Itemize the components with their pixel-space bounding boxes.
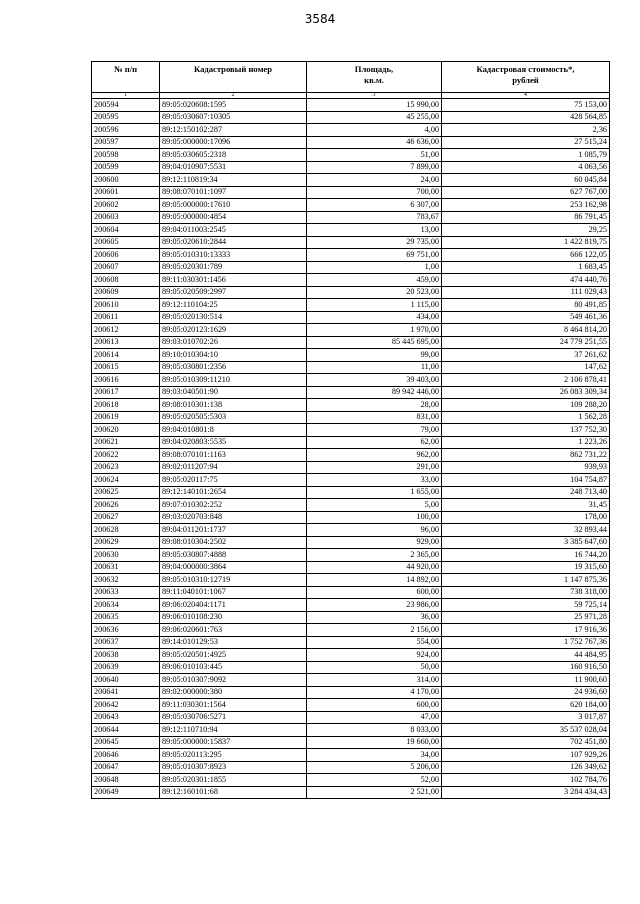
- cadastral-value-cell: 137 752,30: [442, 424, 610, 437]
- cadastral-number-cell: 89:03:020703:848: [160, 511, 307, 524]
- cadastral-number-cell: 89:05:020505:5303: [160, 411, 307, 424]
- cadastral-table: [91, 61, 610, 799]
- cadastral-number-cell: 89:05:020509:2997: [160, 286, 307, 299]
- table-row: [92, 436, 610, 449]
- area-cell: 314,00: [307, 674, 442, 687]
- cadastral-value-cell: 111 029,43: [442, 286, 610, 299]
- cadastral-value-cell: 4 063,56: [442, 161, 610, 174]
- row-number-cell: 200626: [92, 499, 160, 512]
- row-number-cell: 200616: [92, 374, 160, 387]
- area-cell: 24,00: [307, 174, 442, 187]
- table-row: [92, 186, 610, 199]
- cadastral-number-cell: 89:05:030706:5271: [160, 711, 307, 724]
- table-row: [92, 486, 610, 499]
- table-row: [92, 236, 610, 249]
- cadastral-number-cell: 89:05:020301:789: [160, 261, 307, 274]
- area-cell: 69 751,00: [307, 249, 442, 262]
- table-row: [92, 474, 610, 487]
- row-number-cell: 200603: [92, 211, 160, 224]
- area-cell: 6 307,00: [307, 199, 442, 212]
- cadastral-number-cell: 89:05:020113:295: [160, 749, 307, 762]
- cadastral-number-cell: 89:04:010907:5531: [160, 161, 307, 174]
- area-cell: 39 403,00: [307, 374, 442, 387]
- row-number-cell: 200597: [92, 136, 160, 149]
- table-row: [92, 399, 610, 412]
- cadastral-number-cell: 89:04:011201:1737: [160, 524, 307, 537]
- cadastral-value-cell: 620 184,00: [442, 699, 610, 712]
- cadastral-value-cell: 104 754,87: [442, 474, 610, 487]
- row-number-cell: 200634: [92, 599, 160, 612]
- table-row: [92, 736, 610, 749]
- row-number-cell: 200618: [92, 399, 160, 412]
- cadastral-value-cell: 738 318,00: [442, 586, 610, 599]
- area-cell: 20 523,00: [307, 286, 442, 299]
- column-number: 1: [92, 93, 160, 99]
- cadastral-value-cell: 253 162,98: [442, 199, 610, 212]
- table-row: [92, 686, 610, 699]
- area-cell: 1,00: [307, 261, 442, 274]
- cadastral-value-cell: 3 017,87: [442, 711, 610, 724]
- area-cell: 554,00: [307, 636, 442, 649]
- row-number-cell: 200605: [92, 236, 160, 249]
- table-row: [92, 524, 610, 537]
- area-cell: 89 942 446,00: [307, 386, 442, 399]
- area-cell: 1 115,00: [307, 299, 442, 312]
- table-row: [92, 724, 610, 737]
- cadastral-number-cell: 89:06:020601:763: [160, 624, 307, 637]
- table-row: [92, 461, 610, 474]
- cadastral-value-cell: 59 725,14: [442, 599, 610, 612]
- area-cell: 5,00: [307, 499, 442, 512]
- cadastral-value-cell: 8 464 814,20: [442, 324, 610, 337]
- cadastral-value-cell: 109 288,20: [442, 399, 610, 412]
- cadastral-number-cell: 89:11:030301:1456: [160, 274, 307, 287]
- table-body: [92, 99, 610, 799]
- cadastral-value-cell: 35 537 028,04: [442, 724, 610, 737]
- cadastral-number-cell: 89:08:010304:2502: [160, 536, 307, 549]
- cadastral-number-cell: 89:05:010310:12719: [160, 574, 307, 587]
- cadastral-number-cell: 89:04:011003:2545: [160, 224, 307, 237]
- cadastral-number-cell: 89:14:010129:53: [160, 636, 307, 649]
- area-cell: 50,00: [307, 661, 442, 674]
- area-cell: 62,00: [307, 436, 442, 449]
- area-cell: 33,00: [307, 474, 442, 487]
- cadastral-number-cell: 89:11:030301:1564: [160, 699, 307, 712]
- cadastral-value-cell: 1 422 819,75: [442, 236, 610, 249]
- cadastral-value-cell: 32 893,44: [442, 524, 610, 537]
- area-cell: 783,67: [307, 211, 442, 224]
- area-cell: 45 255,00: [307, 111, 442, 124]
- cadastral-value-cell: 428 564,85: [442, 111, 610, 124]
- table-row: [92, 174, 610, 187]
- area-cell: 52,00: [307, 774, 442, 787]
- table-row: [92, 511, 610, 524]
- cadastral-number-cell: 89:05:010309:11210: [160, 374, 307, 387]
- cadastral-number-cell: 89:05:030801:2356: [160, 361, 307, 374]
- cadastral-value-cell: 160 916,50: [442, 661, 610, 674]
- table-row: [92, 711, 610, 724]
- cadastral-number-cell: 89:04:000000:3864: [160, 561, 307, 574]
- cadastral-number-cell: 89:08:010301:138: [160, 399, 307, 412]
- cadastral-value-cell: 666 122,05: [442, 249, 610, 262]
- row-number-cell: 200639: [92, 661, 160, 674]
- cadastral-number-cell: 89:05:020610:2844: [160, 236, 307, 249]
- page-number: 3584: [304, 12, 336, 26]
- cadastral-value-cell: 80 491,85: [442, 299, 610, 312]
- table-row: [92, 361, 610, 374]
- table-row: [92, 286, 610, 299]
- cadastral-number-cell: 89:05:020501:4925: [160, 649, 307, 662]
- area-cell: 14 892,00: [307, 574, 442, 587]
- cadastral-value-cell: 1 683,45: [442, 261, 610, 274]
- cadastral-value-cell: 147,62: [442, 361, 610, 374]
- cadastral-value-cell: 126 349,62: [442, 761, 610, 774]
- table-row: [92, 636, 610, 649]
- cadastral-number-cell: 89:05:010307:9092: [160, 674, 307, 687]
- area-cell: 2 365,00: [307, 549, 442, 562]
- cadastral-value-cell: 1 223,26: [442, 436, 610, 449]
- cadastral-number-cell: 89:12:110819:34: [160, 174, 307, 187]
- table-row: [92, 424, 610, 437]
- table-row: [92, 699, 610, 712]
- cadastral-number-cell: 89:12:110710:94: [160, 724, 307, 737]
- cadastral-value-cell: 17 916,36: [442, 624, 610, 637]
- area-cell: 47,00: [307, 711, 442, 724]
- table-row: [92, 349, 610, 362]
- column-number: 4: [442, 93, 610, 99]
- table-row: [92, 311, 610, 324]
- table-row: [92, 136, 610, 149]
- table-row: [92, 149, 610, 162]
- table-row: [92, 749, 610, 762]
- cadastral-number-cell: 89:12:150102:287: [160, 124, 307, 137]
- table-row: [92, 249, 610, 262]
- cadastral-number-cell: 89:05:020301:1855: [160, 774, 307, 787]
- cadastral-value-cell: 24 936,60: [442, 686, 610, 699]
- table-row: [92, 224, 610, 237]
- cadastral-value-cell: 1 562,28: [442, 411, 610, 424]
- row-number-cell: 200624: [92, 474, 160, 487]
- cadastral-value-cell: 1 147 875,36: [442, 574, 610, 587]
- area-cell: 11,00: [307, 361, 442, 374]
- row-number-cell: 200612: [92, 324, 160, 337]
- cadastral-number-cell: 89:07:010302:252: [160, 499, 307, 512]
- area-cell: 85 445 695,00: [307, 336, 442, 349]
- row-number-cell: 200607: [92, 261, 160, 274]
- cadastral-value-cell: 102 784,76: [442, 774, 610, 787]
- area-cell: 600,00: [307, 586, 442, 599]
- cadastral-number-cell: 89:05:020117:75: [160, 474, 307, 487]
- area-cell: 924,00: [307, 649, 442, 662]
- cadastral-value-cell: 27 515,24: [442, 136, 610, 149]
- cadastral-value-cell: 3 385 647,60: [442, 536, 610, 549]
- row-number-cell: 200611: [92, 311, 160, 324]
- row-number-cell: 200613: [92, 336, 160, 349]
- table-row: [92, 549, 610, 562]
- table-row: [92, 561, 610, 574]
- table-row: [92, 574, 610, 587]
- row-number-cell: 200628: [92, 524, 160, 537]
- table-row: [92, 411, 610, 424]
- row-number-cell: 200595: [92, 111, 160, 124]
- cadastral-number-cell: 89:10:010304:10: [160, 349, 307, 362]
- table-row: [92, 774, 610, 787]
- row-number-cell: 200601: [92, 186, 160, 199]
- table-row: [92, 274, 610, 287]
- area-cell: 44 920,00: [307, 561, 442, 574]
- area-cell: 291,00: [307, 461, 442, 474]
- header-cadastral-value: Кадастровая стоимость*, рублей: [442, 62, 610, 93]
- row-number-cell: 200619: [92, 411, 160, 424]
- cadastral-number-cell: 89:11:040101:1067: [160, 586, 307, 599]
- area-cell: 1 655,00: [307, 486, 442, 499]
- cadastral-number-cell: 89:05:020130:514: [160, 311, 307, 324]
- area-cell: 99,00: [307, 349, 442, 362]
- cadastral-number-cell: 89:05:030607:10305: [160, 111, 307, 124]
- row-number-cell: 200602: [92, 199, 160, 212]
- table-row: [92, 599, 610, 612]
- area-cell: 100,00: [307, 511, 442, 524]
- table-row: [92, 374, 610, 387]
- cadastral-value-cell: 37 261,62: [442, 349, 610, 362]
- area-cell: 8 033,00: [307, 724, 442, 737]
- cadastral-value-cell: 178,00: [442, 511, 610, 524]
- row-number-cell: 200621: [92, 436, 160, 449]
- cadastral-number-cell: 89:05:000000:4854: [160, 211, 307, 224]
- cadastral-value-cell: 29,25: [442, 224, 610, 237]
- cadastral-value-cell: 60 045,84: [442, 174, 610, 187]
- row-number-cell: 200648: [92, 774, 160, 787]
- cadastral-number-cell: 89:12:110104:25: [160, 299, 307, 312]
- cadastral-number-cell: 89:05:000000:17610: [160, 199, 307, 212]
- row-number-cell: 200637: [92, 636, 160, 649]
- area-cell: 962,00: [307, 449, 442, 462]
- row-number-cell: 200649: [92, 786, 160, 799]
- row-number-cell: 200641: [92, 686, 160, 699]
- row-number-cell: 200625: [92, 486, 160, 499]
- table-row: [92, 674, 610, 687]
- row-number-cell: 200599: [92, 161, 160, 174]
- cadastral-value-cell: 75 153,00: [442, 99, 610, 112]
- area-cell: 23 986,00: [307, 599, 442, 612]
- cadastral-value-cell: 627 767,00: [442, 186, 610, 199]
- row-number-cell: 200643: [92, 711, 160, 724]
- cadastral-number-cell: 89:03:040501:90: [160, 386, 307, 399]
- table-row: [92, 124, 610, 137]
- row-number-cell: 200630: [92, 549, 160, 562]
- area-cell: 28,00: [307, 399, 442, 412]
- table-row: [92, 261, 610, 274]
- area-cell: 46 636,00: [307, 136, 442, 149]
- header-row: [92, 62, 610, 93]
- row-number-cell: 200645: [92, 736, 160, 749]
- cadastral-number-cell: 89:08:070101:1097: [160, 186, 307, 199]
- row-number-cell: 200615: [92, 361, 160, 374]
- header-cadastral-number: Кадастровый номер: [160, 62, 307, 93]
- area-cell: 929,00: [307, 536, 442, 549]
- row-number-cell: 200632: [92, 574, 160, 587]
- table-row: [92, 336, 610, 349]
- area-cell: 29 735,00: [307, 236, 442, 249]
- row-number-cell: 200636: [92, 624, 160, 637]
- table-row: [92, 624, 610, 637]
- cadastral-value-cell: 11 900,60: [442, 674, 610, 687]
- header-area: Площадь, кв.м.: [307, 62, 442, 93]
- table-row: [92, 661, 610, 674]
- cadastral-number-cell: 89:08:070101:1163: [160, 449, 307, 462]
- area-cell: 13,00: [307, 224, 442, 237]
- row-number-cell: 200647: [92, 761, 160, 774]
- cadastral-value-cell: 1 085,79: [442, 149, 610, 162]
- cadastral-value-cell: 86 791,45: [442, 211, 610, 224]
- table-row: [92, 386, 610, 399]
- cadastral-value-cell: 862 731,22: [442, 449, 610, 462]
- table-row: [92, 111, 610, 124]
- cadastral-value-cell: 474 440,76: [442, 274, 610, 287]
- area-cell: 51,00: [307, 149, 442, 162]
- row-number-cell: 200606: [92, 249, 160, 262]
- cadastral-number-cell: 89:06:010108:230: [160, 611, 307, 624]
- cadastral-number-cell: 89:05:010307:8923: [160, 761, 307, 774]
- table-row: [92, 161, 610, 174]
- area-cell: 2 521,00: [307, 786, 442, 799]
- cadastral-value-cell: 24 779 251,55: [442, 336, 610, 349]
- row-number-cell: 200617: [92, 386, 160, 399]
- row-number-cell: 200620: [92, 424, 160, 437]
- cadastral-value-cell: 16 744,20: [442, 549, 610, 562]
- cadastral-number-cell: 89:12:140101:2654: [160, 486, 307, 499]
- row-number-cell: 200598: [92, 149, 160, 162]
- area-cell: 96,00: [307, 524, 442, 537]
- area-cell: 600,00: [307, 699, 442, 712]
- row-number-cell: 200604: [92, 224, 160, 237]
- cadastral-number-cell: 89:05:000000:17096: [160, 136, 307, 149]
- cadastral-value-cell: 26 083 309,34: [442, 386, 610, 399]
- cadastral-value-cell: 2,36: [442, 124, 610, 137]
- row-number-cell: 200609: [92, 286, 160, 299]
- table-row: [92, 499, 610, 512]
- cadastral-number-cell: 89:05:000000:15837: [160, 736, 307, 749]
- cadastral-number-cell: 89:05:020608:1595: [160, 99, 307, 112]
- row-number-cell: 200614: [92, 349, 160, 362]
- column-number: 3: [307, 93, 442, 99]
- area-cell: 4,00: [307, 124, 442, 137]
- table-row: [92, 324, 610, 337]
- cadastral-value-cell: 107 929,26: [442, 749, 610, 762]
- row-number-cell: 200642: [92, 699, 160, 712]
- row-number-cell: 200627: [92, 511, 160, 524]
- cadastral-value-cell: 549 461,36: [442, 311, 610, 324]
- table-row: [92, 211, 610, 224]
- cadastral-value-cell: 19 315,60: [442, 561, 610, 574]
- row-number-cell: 200635: [92, 611, 160, 624]
- column-number: 2: [160, 93, 307, 99]
- cadastral-value-cell: 939,93: [442, 461, 610, 474]
- area-cell: 7 899,00: [307, 161, 442, 174]
- area-cell: 34,00: [307, 749, 442, 762]
- area-cell: 700,00: [307, 186, 442, 199]
- area-cell: 2 156,00: [307, 624, 442, 637]
- table-row: [92, 761, 610, 774]
- row-number-cell: 200644: [92, 724, 160, 737]
- cadastral-value-cell: 2 106 878,41: [442, 374, 610, 387]
- cadastral-number-cell: 89:05:030605:2318: [160, 149, 307, 162]
- cadastral-value-cell: 702 451,80: [442, 736, 610, 749]
- area-cell: 1 970,00: [307, 324, 442, 337]
- cadastral-number-cell: 89:02:011207:94: [160, 461, 307, 474]
- cadastral-number-cell: 89:06:020404:1171: [160, 599, 307, 612]
- row-number-cell: 200631: [92, 561, 160, 574]
- cadastral-value-cell: 44 484,95: [442, 649, 610, 662]
- cadastral-value-cell: 31,45: [442, 499, 610, 512]
- table-row: [92, 536, 610, 549]
- row-number-cell: 200608: [92, 274, 160, 287]
- row-number-cell: 200640: [92, 674, 160, 687]
- row-number-cell: 200638: [92, 649, 160, 662]
- table-row: [92, 99, 610, 112]
- table-row: [92, 786, 610, 799]
- cadastral-number-cell: 89:05:020123:1629: [160, 324, 307, 337]
- table-row: [92, 449, 610, 462]
- table-row: [92, 199, 610, 212]
- row-number-cell: 200629: [92, 536, 160, 549]
- cadastral-number-cell: 89:03:010702:26: [160, 336, 307, 349]
- table-row: [92, 649, 610, 662]
- cadastral-number-cell: 89:04:010801:8: [160, 424, 307, 437]
- cadastral-value-cell: 1 752 767,36: [442, 636, 610, 649]
- row-number-cell: 200596: [92, 124, 160, 137]
- table-row: [92, 611, 610, 624]
- row-number-cell: 200610: [92, 299, 160, 312]
- area-cell: 831,00: [307, 411, 442, 424]
- row-number-cell: 200646: [92, 749, 160, 762]
- row-number-cell: 200622: [92, 449, 160, 462]
- area-cell: 5 206,00: [307, 761, 442, 774]
- table-row: [92, 586, 610, 599]
- cadastral-number-cell: 89:05:030807:4888: [160, 549, 307, 562]
- area-cell: 434,00: [307, 311, 442, 324]
- cadastral-number-cell: 89:06:010103:445: [160, 661, 307, 674]
- cadastral-number-cell: 89:02:000000:380: [160, 686, 307, 699]
- row-number-cell: 200600: [92, 174, 160, 187]
- cadastral-value-cell: 3 284 434,43: [442, 786, 610, 799]
- area-cell: 79,00: [307, 424, 442, 437]
- row-number-cell: 200633: [92, 586, 160, 599]
- row-number-cell: 200594: [92, 99, 160, 112]
- area-cell: 15 990,00: [307, 99, 442, 112]
- row-number-cell: 200623: [92, 461, 160, 474]
- header-number: № п/п: [92, 62, 160, 93]
- cadastral-number-cell: 89:12:160101:68: [160, 786, 307, 799]
- area-cell: 36,00: [307, 611, 442, 624]
- cadastral-value-cell: 248 713,40: [442, 486, 610, 499]
- area-cell: 4 170,00: [307, 686, 442, 699]
- area-cell: 19 660,00: [307, 736, 442, 749]
- area-cell: 459,00: [307, 274, 442, 287]
- table-row: [92, 299, 610, 312]
- cadastral-number-cell: 89:05:010310:13333: [160, 249, 307, 262]
- cadastral-number-cell: 89:04:020803:5535: [160, 436, 307, 449]
- cadastral-value-cell: 25 971,28: [442, 611, 610, 624]
